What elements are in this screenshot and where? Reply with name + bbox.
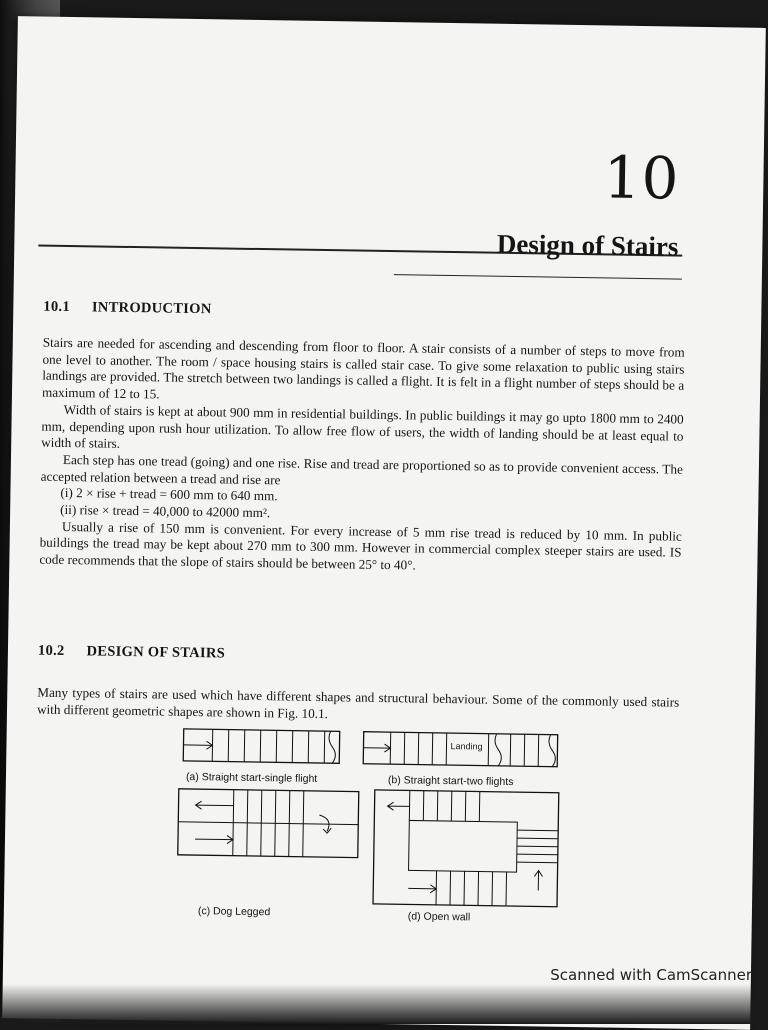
section-number: 10.2 [38,643,65,659]
design-paragraph: Many types of stairs are used which have different shapes and structural behaviour. Some of the commonly used stairs with different geometric shapes are shown in Fig. 10.1. [37,685,679,728]
landing-label: Landing [450,741,482,752]
camscanner-watermark: Scanned with CamScanner [550,966,752,984]
introduction-body [39,335,685,579]
paragraph: Width of stairs is kept at about 900 mm in residential buildings. In public buildings it may go upto 1800 mm to 2400 mm, depending upon rush hour utilization. To allow free flow of users, the width of landing should be at least equal to width of stairs. [41,401,684,461]
paragraph: Usually a rise of 150 mm is convenient. For every increase of 5 mm rise tread is reduced by 10 mm. In public buildings the tread may be kept about 270 mm to 300 mm. However in commercial complex steeper stairs are used. IS code recommends that the slope of stairs should be between 25° to 40°. [39,518,682,578]
header-rule-bottom [394,274,682,280]
section-heading-introduction [43,299,211,319]
bottom-shadow [0,984,768,1024]
caption-figure-d: (d) Open wall [408,910,471,923]
paragraph: Each step has one tread (going) and one rise. Rise and tread are proportioned so as to provide convenient access. The accepted relation between a tread and rise are [41,452,683,495]
figure-open-wall [372,788,562,911]
equation: (i) 2 × rise + tread = 600 mm to 640 mm. [40,485,682,512]
section-title: DESIGN OF STAIRS [86,643,225,661]
section-title: INTRODUCTION [92,299,212,317]
document-page [2,16,766,1030]
section-number: 10.1 [43,299,70,315]
section-heading-design [38,643,225,663]
equation: (ii) rise × tread = 40,000 to 42000 mm². [40,502,682,529]
figure-straight-single-flight [182,725,345,770]
caption-figure-a: (a) Straight start-single flight [186,771,317,785]
chapter-title: Design of Stairs [497,229,679,263]
paragraph: Stairs are needed for ascending and descending from floor to floor. A stair consists of a number of steps to move from one level to another. The room / space housing stairs is called stair case. To give some relaxation to public using stairs landings are provided. The stretch between two landings is called a flight. It is felt in a flight number of steps should be a maximum of 12 to 15. [42,335,685,412]
chapter-number: 10 [603,143,680,212]
caption-figure-c: (c) Dog Legged [198,905,271,918]
figure-dog-legged [177,787,362,862]
caption-figure-b: (b) Straight start-two flights [388,774,514,788]
